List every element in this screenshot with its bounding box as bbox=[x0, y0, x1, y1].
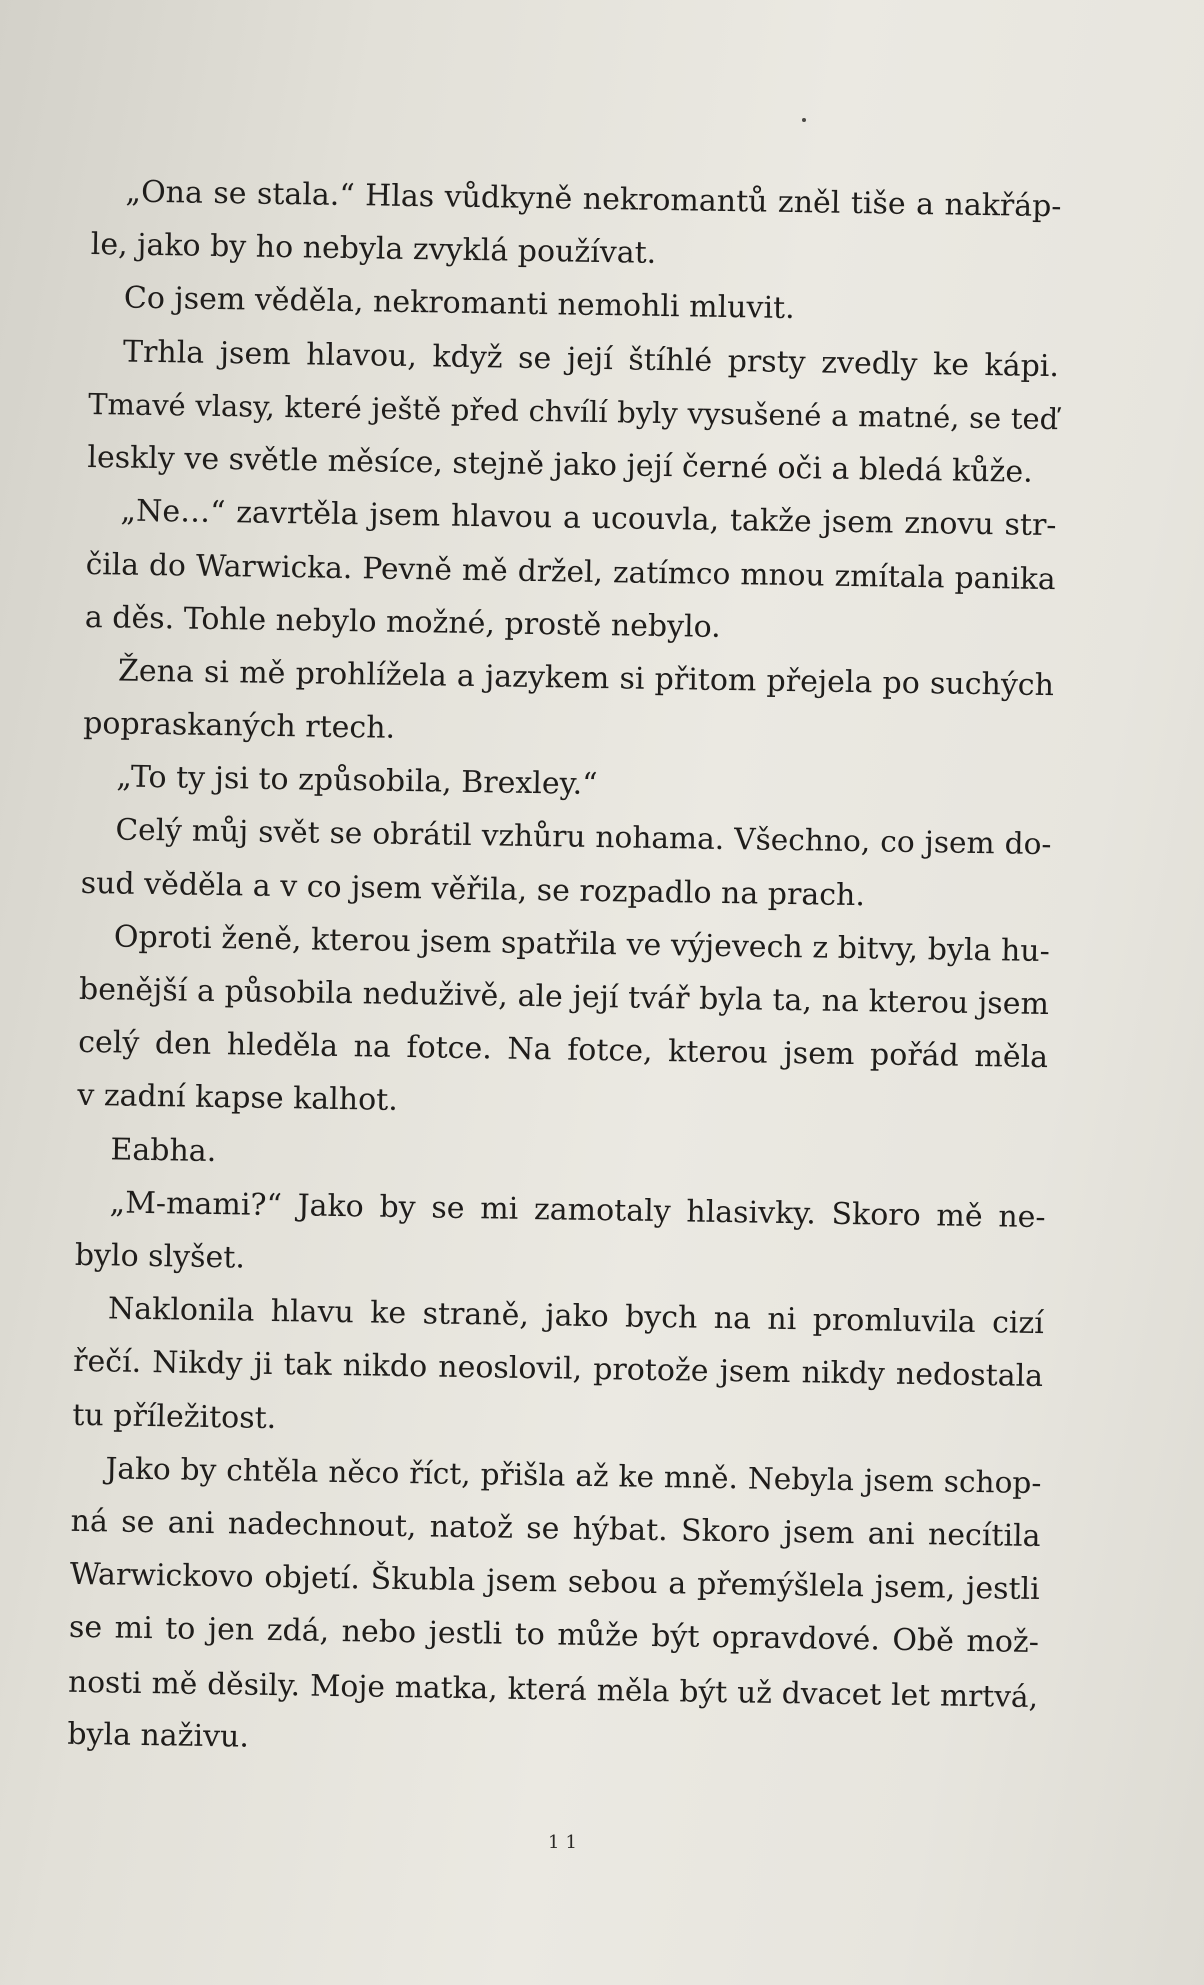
text-line: le, jako by ho nebyla zvyklá používat. bbox=[90, 227, 657, 272]
text-line: „Ona se stala.“ Hlas vůdkyně nekromantů zněl tiše a nakřáp- bbox=[125, 174, 1062, 225]
paragraph bbox=[72, 1282, 1044, 1457]
text-line: Trhla jsem hlavou, když se její štíhlé prsty zvedly ke kápi. bbox=[122, 334, 1060, 384]
paragraph bbox=[84, 484, 1056, 659]
text-line: a děs. Tohle nebylo možné, prostě nebylo. bbox=[84, 599, 722, 645]
paragraph bbox=[80, 803, 1052, 925]
text-line: Naklonila hlavu ke straně, jako bych na ni promluvila cizí bbox=[107, 1291, 1045, 1342]
text-line: v zadní kapse kalhot. bbox=[77, 1078, 399, 1119]
paragraph bbox=[67, 1442, 1042, 1776]
text-line: tu příležitost. bbox=[72, 1397, 277, 1436]
text-line: popraskaných rtech. bbox=[82, 705, 396, 746]
text-line: sud věděla a v co jsem věřila, se rozpadlo na prach. bbox=[80, 865, 866, 913]
text-line: benější a působila neduživě, ale její tvář byla ta, na kterou jsem bbox=[78, 971, 1050, 1023]
text-line: Žena si mě prohlížela a jazykem si přitom přejela po suchých bbox=[117, 653, 1055, 703]
text-line: celý den hleděla na fotce. Na fotce, kterou jsem pořád měla bbox=[77, 1025, 1049, 1076]
text-line: ná se ani nadechnout, natož se hýbat. Skoro jsem ani necítila bbox=[70, 1503, 1041, 1555]
text-line: bylo slyšet. bbox=[74, 1237, 246, 1276]
text-line: Eabha. bbox=[110, 1132, 217, 1169]
text-line: „To ty jsi to způsobila, Brexley.“ bbox=[116, 759, 598, 803]
paragraph bbox=[83, 644, 1055, 766]
text-line: leskly ve světle měsíce, stejně jako její černé oči a bledá kůže. bbox=[87, 439, 1033, 490]
ink-speck bbox=[802, 118, 806, 122]
paragraph bbox=[90, 165, 1062, 287]
page-number: 11 bbox=[548, 1832, 583, 1853]
text-line: „M-mami?“ Jako by se mi zamotaly hlasivky. Skoro mě ne- bbox=[109, 1185, 1046, 1235]
text-line: čila do Warwicka. Pevně mě držel, zatímco mnou zmítala panika bbox=[85, 546, 1056, 597]
text-line: Warwickovo objetí. Škubla jsem sebou a přemýšlela jsem, jestli bbox=[69, 1557, 1041, 1608]
paragraph bbox=[74, 1176, 1046, 1298]
text-line: Celý můj svět se obrátil vzhůru nohama. Všechno, co jsem do- bbox=[115, 812, 1052, 862]
text-line: nosti mě děsily. Moje matka, která měla být už dvacet let mrtvá, bbox=[67, 1663, 1039, 1714]
paragraph bbox=[77, 910, 1050, 1138]
text-line: „Ne…“ zavrtěla jsem hlavou a ucouvla, takže jsem znovu str- bbox=[120, 493, 1057, 544]
text-line: řečí. Nikdy ji tak nikdo neoslovil, protože jsem nikdy nedostala bbox=[72, 1344, 1044, 1395]
text-line: Co jsem věděla, nekromanti nemohli mluvit. bbox=[123, 280, 795, 327]
paragraph bbox=[87, 325, 1059, 500]
text-line: Jako by chtěla něco říct, přišla až ke mně. Nebyla jsem schop- bbox=[105, 1451, 1042, 1500]
text-line: Oproti ženě, kterou jsem spatřila ve výjevech z bitvy, byla hu- bbox=[113, 919, 1051, 969]
text-line: Tmavé vlasy, které ještě před chvílí byly vysušené a matné, se teď bbox=[87, 386, 1059, 437]
text-line: se mi to jen zdá, nebo jestli to může být opravdové. Obě mož- bbox=[68, 1610, 1040, 1661]
body-text bbox=[67, 165, 1062, 1776]
text-line: byla naživu. bbox=[67, 1716, 250, 1755]
